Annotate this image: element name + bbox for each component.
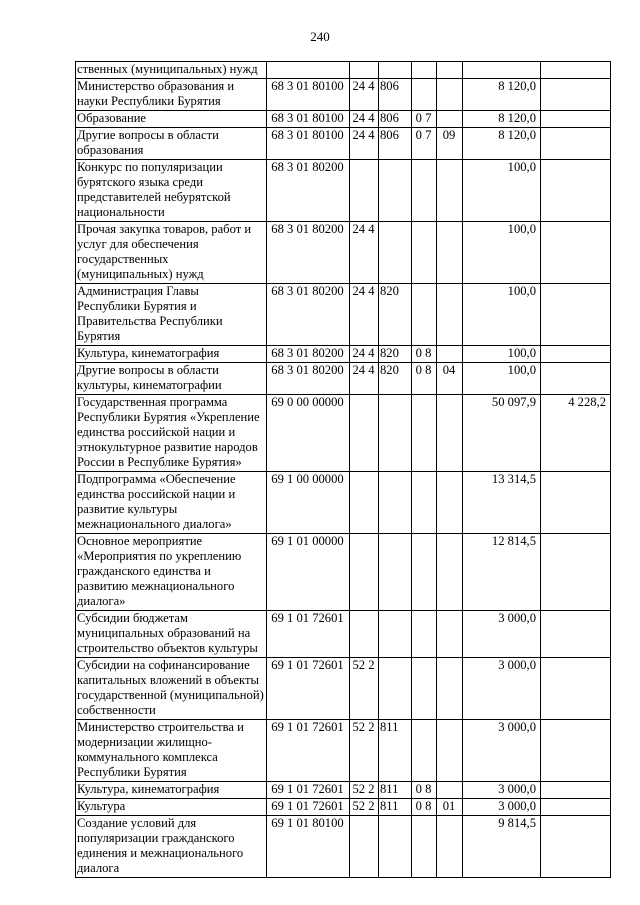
cell-grbs — [379, 816, 412, 878]
cell-vr: 24 4 — [350, 284, 379, 346]
cell-sum1: 100,0 — [463, 346, 541, 363]
cell-sum2: 4 228,2 — [541, 395, 611, 472]
cell-rz — [412, 472, 437, 534]
cell-sum2 — [541, 160, 611, 222]
cell-csr — [267, 62, 350, 79]
cell-pr — [437, 395, 463, 472]
cell-vr — [350, 160, 379, 222]
cell-name: Министерство строительства и модернизации жилищно-коммунального комплекса Республики Бурятия — [76, 720, 267, 782]
cell-sum2 — [541, 79, 611, 111]
table-row — [76, 128, 611, 160]
cell-rz — [412, 395, 437, 472]
cell-vr — [350, 534, 379, 611]
cell-vr: 52 2 — [350, 799, 379, 816]
cell-sum1: 13 314,5 — [463, 472, 541, 534]
cell-sum2 — [541, 534, 611, 611]
cell-csr: 68 3 01 80200 — [267, 222, 350, 284]
cell-grbs: 820 — [379, 363, 412, 395]
cell-name: Конкурс по популяризации бурятского языка среди представителей небурятской национальности — [76, 160, 267, 222]
cell-vr: 24 4 — [350, 128, 379, 160]
table-row — [76, 658, 611, 720]
table-row — [76, 363, 611, 395]
cell-pr — [437, 534, 463, 611]
cell-vr: 24 4 — [350, 222, 379, 284]
cell-csr: 69 1 01 72601 — [267, 782, 350, 799]
cell-grbs: 820 — [379, 284, 412, 346]
cell-csr: 69 0 00 00000 — [267, 395, 350, 472]
cell-pr: 01 — [437, 799, 463, 816]
cell-grbs — [379, 222, 412, 284]
cell-grbs: 806 — [379, 111, 412, 128]
cell-pr — [437, 346, 463, 363]
cell-sum2 — [541, 128, 611, 160]
cell-vr: 52 2 — [350, 720, 379, 782]
cell-csr: 68 3 01 80200 — [267, 284, 350, 346]
table-row — [76, 79, 611, 111]
cell-grbs — [379, 395, 412, 472]
cell-pr — [437, 160, 463, 222]
cell-sum1: 12 814,5 — [463, 534, 541, 611]
cell-rz — [412, 611, 437, 658]
cell-name: Министерство образования и науки Республики Бурятия — [76, 79, 267, 111]
table-row — [76, 611, 611, 658]
cell-name: Культура, кинематография — [76, 782, 267, 799]
cell-sum1: 8 120,0 — [463, 128, 541, 160]
cell-sum2 — [541, 816, 611, 878]
cell-pr — [437, 782, 463, 799]
cell-csr: 68 3 01 80200 — [267, 346, 350, 363]
cell-csr: 68 3 01 80200 — [267, 363, 350, 395]
cell-sum2 — [541, 782, 611, 799]
cell-grbs — [379, 658, 412, 720]
cell-name: Культура, кинематография — [76, 346, 267, 363]
cell-csr: 69 1 01 72601 — [267, 799, 350, 816]
cell-name: Администрация Главы Республики Бурятия и Правительства Республики Бурятия — [76, 284, 267, 346]
table-row — [76, 472, 611, 534]
cell-sum1: 100,0 — [463, 160, 541, 222]
cell-rz — [412, 658, 437, 720]
table-row — [76, 720, 611, 782]
cell-name: Другие вопросы в области образования — [76, 128, 267, 160]
cell-vr — [350, 62, 379, 79]
cell-csr: 68 3 01 80200 — [267, 160, 350, 222]
cell-sum1: 8 120,0 — [463, 79, 541, 111]
cell-pr — [437, 79, 463, 111]
page-number: 240 — [310, 29, 330, 44]
cell-vr: 52 2 — [350, 658, 379, 720]
cell-name: Другие вопросы в области культуры, кинематографии — [76, 363, 267, 395]
cell-sum1: 3 000,0 — [463, 720, 541, 782]
cell-vr: 24 4 — [350, 111, 379, 128]
cell-pr — [437, 62, 463, 79]
cell-grbs — [379, 472, 412, 534]
table-row — [76, 782, 611, 799]
cell-sum2 — [541, 799, 611, 816]
cell-rz — [412, 816, 437, 878]
cell-pr — [437, 816, 463, 878]
cell-rz — [412, 160, 437, 222]
cell-vr: 52 2 — [350, 782, 379, 799]
cell-grbs: 811 — [379, 799, 412, 816]
cell-sum2 — [541, 720, 611, 782]
cell-pr: 04 — [437, 363, 463, 395]
cell-rz — [412, 720, 437, 782]
cell-csr: 68 3 01 80100 — [267, 79, 350, 111]
cell-grbs — [379, 611, 412, 658]
cell-sum1: 100,0 — [463, 222, 541, 284]
cell-pr — [437, 222, 463, 284]
cell-sum2 — [541, 111, 611, 128]
cell-grbs — [379, 62, 412, 79]
table-row — [76, 284, 611, 346]
cell-sum1: 8 120,0 — [463, 111, 541, 128]
budget-table — [75, 61, 611, 878]
table-row — [76, 816, 611, 878]
cell-pr — [437, 284, 463, 346]
cell-name: Основное мероприятие «Мероприятия по укреплению гражданского единства и развитию межнационального диалога» — [76, 534, 267, 611]
cell-pr — [437, 611, 463, 658]
cell-grbs: 806 — [379, 79, 412, 111]
cell-csr: 69 1 01 80100 — [267, 816, 350, 878]
cell-vr — [350, 816, 379, 878]
cell-rz: 0 7 — [412, 111, 437, 128]
cell-rz — [412, 222, 437, 284]
table-row — [76, 222, 611, 284]
cell-sum1: 3 000,0 — [463, 611, 541, 658]
table-row — [76, 160, 611, 222]
cell-csr: 69 1 01 72601 — [267, 611, 350, 658]
cell-grbs: 820 — [379, 346, 412, 363]
cell-rz: 0 8 — [412, 782, 437, 799]
cell-sum2 — [541, 363, 611, 395]
cell-vr: 24 4 — [350, 346, 379, 363]
cell-pr — [437, 658, 463, 720]
cell-vr — [350, 611, 379, 658]
cell-name: Прочая закупка товаров, работ и услуг для обеспечения государственных (муниципальных) нужд — [76, 222, 267, 284]
table-row — [76, 62, 611, 79]
cell-csr: 68 3 01 80100 — [267, 111, 350, 128]
cell-name: Государственная программа Республики Бурятия «Укрепление единства российской нации и этнокультурное развитие народов России в Республике Бурятия» — [76, 395, 267, 472]
cell-csr: 69 1 01 00000 — [267, 534, 350, 611]
cell-grbs: 806 — [379, 128, 412, 160]
cell-vr: 24 4 — [350, 363, 379, 395]
cell-sum1: 3 000,0 — [463, 658, 541, 720]
table-row — [76, 346, 611, 363]
cell-name: Культура — [76, 799, 267, 816]
cell-csr: 68 3 01 80100 — [267, 128, 350, 160]
table-row — [76, 395, 611, 472]
cell-sum1: 3 000,0 — [463, 782, 541, 799]
table-row — [76, 111, 611, 128]
cell-name: Создание условий для популяризации гражданского единения и межнационального диалога — [76, 816, 267, 878]
cell-sum1: 50 097,9 — [463, 395, 541, 472]
cell-rz — [412, 79, 437, 111]
cell-vr: 24 4 — [350, 79, 379, 111]
cell-pr — [437, 472, 463, 534]
cell-sum1: 100,0 — [463, 363, 541, 395]
cell-rz — [412, 534, 437, 611]
cell-sum2 — [541, 62, 611, 79]
cell-csr: 69 1 01 72601 — [267, 720, 350, 782]
cell-name: Субсидии на софинансирование капитальных вложений в объекты государственной (муниципальной) собственности — [76, 658, 267, 720]
cell-name: ственных (муниципальных) нужд — [76, 62, 267, 79]
cell-sum2 — [541, 472, 611, 534]
cell-rz — [412, 284, 437, 346]
table-row — [76, 799, 611, 816]
cell-sum1: 3 000,0 — [463, 799, 541, 816]
cell-pr — [437, 720, 463, 782]
cell-sum2 — [541, 611, 611, 658]
cell-rz: 0 8 — [412, 799, 437, 816]
table-row — [76, 534, 611, 611]
cell-rz: 0 8 — [412, 346, 437, 363]
cell-sum2 — [541, 222, 611, 284]
cell-pr — [437, 111, 463, 128]
cell-grbs: 811 — [379, 782, 412, 799]
cell-sum1: 100,0 — [463, 284, 541, 346]
cell-sum1: 9 814,5 — [463, 816, 541, 878]
cell-pr: 09 — [437, 128, 463, 160]
cell-sum2 — [541, 346, 611, 363]
cell-csr: 69 1 00 00000 — [267, 472, 350, 534]
cell-rz: 0 8 — [412, 363, 437, 395]
cell-grbs — [379, 160, 412, 222]
cell-vr — [350, 472, 379, 534]
cell-name: Подпрограмма «Обеспечение единства российской нации и развитие культуры межнационального диалога» — [76, 472, 267, 534]
cell-name: Субсидии бюджетам муниципальных образований на строительство объектов культуры — [76, 611, 267, 658]
cell-sum2 — [541, 284, 611, 346]
cell-grbs — [379, 534, 412, 611]
cell-rz: 0 7 — [412, 128, 437, 160]
cell-name: Образование — [76, 111, 267, 128]
cell-sum1 — [463, 62, 541, 79]
cell-vr — [350, 395, 379, 472]
cell-sum2 — [541, 658, 611, 720]
cell-grbs: 811 — [379, 720, 412, 782]
cell-csr: 69 1 01 72601 — [267, 658, 350, 720]
cell-rz — [412, 62, 437, 79]
